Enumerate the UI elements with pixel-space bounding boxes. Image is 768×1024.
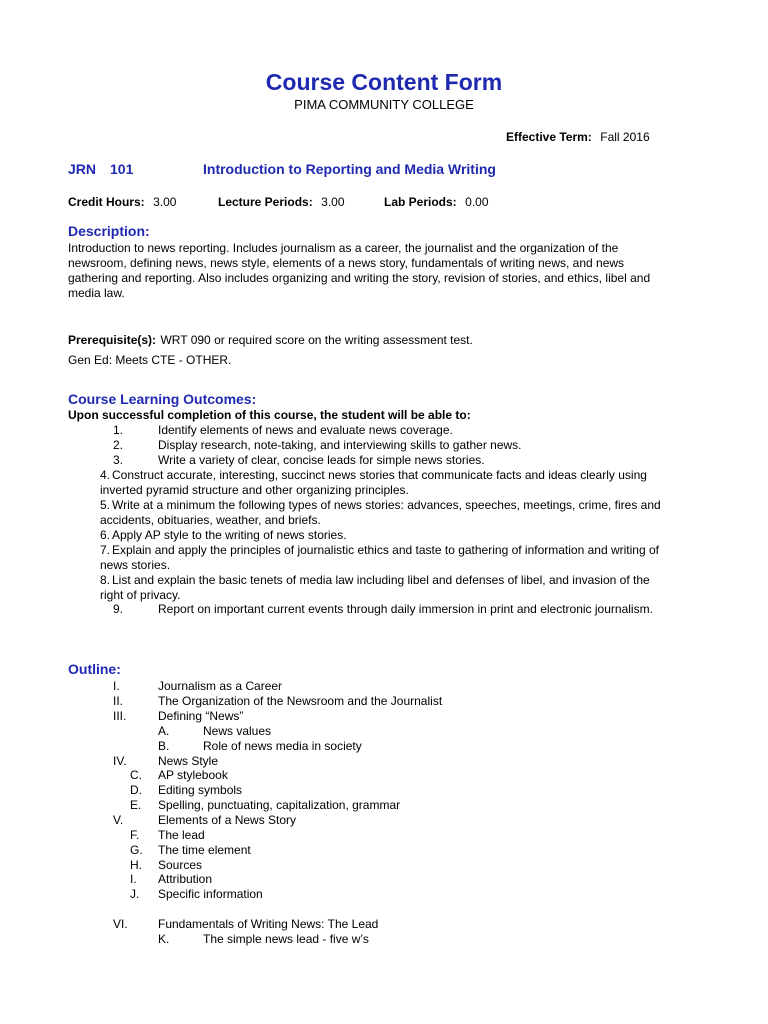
outline-text: Role of news media in society bbox=[203, 739, 362, 753]
college-name: PIMA COMMUNITY COLLEGE bbox=[294, 97, 474, 112]
lab-periods-label: Lab Periods: bbox=[384, 195, 457, 209]
page-title: Course Content Form bbox=[265, 69, 503, 95]
effective-term bbox=[506, 128, 650, 146]
outline-number: II. bbox=[113, 694, 124, 708]
outline-text: News Style bbox=[158, 754, 219, 768]
outline-number: B. bbox=[158, 739, 170, 753]
outline-text: The lead bbox=[158, 828, 205, 842]
outline-text: Editing symbols bbox=[158, 783, 243, 797]
credit-hours-value: 3.00 bbox=[153, 195, 177, 209]
outline-number: H. bbox=[130, 858, 142, 872]
outcome-number: 5. bbox=[100, 498, 111, 512]
description-line: media law. bbox=[68, 286, 125, 300]
outcome-continuation: accidents, obituaries, weather, and briefs. bbox=[100, 513, 321, 527]
prerequisites-label: Prerequisite(s): bbox=[68, 333, 157, 347]
outline-text: The Organization of the Newsroom and the Journalist bbox=[158, 694, 443, 708]
outcome-continuation: inverted pyramid structure and other organizing principles. bbox=[100, 483, 409, 497]
outcome-number: 1. bbox=[113, 423, 124, 437]
outcome-text: Write at a minimum the following types of news stories: advances, speeches, meetings, crime, fires and bbox=[112, 498, 661, 512]
outline-number: A. bbox=[158, 724, 170, 738]
outline-number: D. bbox=[130, 783, 142, 797]
outcomes-heading: Course Learning Outcomes: bbox=[68, 391, 257, 407]
outcome-number: 8. bbox=[100, 573, 111, 587]
course-code: JRN bbox=[68, 161, 97, 177]
outcome-continuation: right of privacy. bbox=[100, 588, 181, 602]
outcome-text: Apply AP style to the writing of news stories. bbox=[112, 528, 347, 542]
course-number: 101 bbox=[110, 161, 134, 177]
description-line: newsroom, defining news, news style, elements of a news story, fundamentals of writing news, and news bbox=[68, 256, 625, 270]
prerequisites-value: WRT 090 or required score on the writing assessment test. bbox=[160, 333, 473, 347]
outline-number: J. bbox=[130, 887, 140, 901]
lecture-periods-label: Lecture Periods: bbox=[218, 195, 313, 209]
outcome-continuation: news stories. bbox=[100, 558, 171, 572]
gen-ed: Gen Ed: Meets CTE - OTHER. bbox=[68, 353, 232, 367]
outline-heading: Outline: bbox=[68, 661, 121, 677]
lab-periods bbox=[384, 193, 489, 211]
outline-number: VI. bbox=[113, 917, 128, 931]
outline-text: Journalism as a Career bbox=[158, 679, 283, 693]
outline-number: I. bbox=[113, 679, 120, 693]
description-line: gathering and reporting. Also includes organizing and writing the story, revision of stories, and ethics, libel and bbox=[68, 271, 651, 285]
prerequisites bbox=[68, 331, 473, 349]
outcome-number: 7. bbox=[100, 543, 111, 557]
credit-hours bbox=[68, 193, 176, 211]
outline-text: News values bbox=[203, 724, 272, 738]
outline-number: F. bbox=[130, 828, 140, 842]
lecture-periods-value: 3.00 bbox=[321, 195, 345, 209]
lecture-periods bbox=[218, 193, 345, 211]
outcome-number: 9. bbox=[113, 602, 124, 616]
outline-text: The simple news lead - five w’s bbox=[203, 932, 369, 946]
outline-text: The time element bbox=[158, 843, 251, 857]
outline-number: I. bbox=[130, 872, 137, 886]
outline-text: Defining “News” bbox=[158, 709, 244, 723]
outcome-text: Write a variety of clear, concise leads for simple news stories. bbox=[158, 453, 485, 467]
outcome-number: 6. bbox=[100, 528, 111, 542]
outline-number: III. bbox=[113, 709, 127, 723]
outline-number: E. bbox=[130, 798, 142, 812]
outcome-number: 4. bbox=[100, 468, 111, 482]
outcomes-intro: Upon successful completion of this course, the student will be able to: bbox=[68, 408, 471, 422]
outline-number: K. bbox=[158, 932, 170, 946]
outline-text: Attribution bbox=[158, 872, 213, 886]
lab-periods-value: 0.00 bbox=[465, 195, 489, 209]
outline-text: Sources bbox=[158, 858, 203, 872]
outcome-text: Identify elements of news and evaluate news coverage. bbox=[158, 423, 453, 437]
outline-number: G. bbox=[130, 843, 143, 857]
outcome-text: Construct accurate, interesting, succinct news stories that communicate facts and ideas clearly using bbox=[112, 468, 647, 482]
credit-hours-label: Credit Hours: bbox=[68, 195, 145, 209]
outcome-number: 2. bbox=[113, 438, 124, 452]
outcome-text: Explain and apply the principles of journalistic ethics and taste to gathering of information and writing of bbox=[112, 543, 659, 557]
outline-text: AP stylebook bbox=[158, 768, 228, 782]
course-name: Introduction to Reporting and Media Writing bbox=[203, 161, 496, 177]
outcome-number: 3. bbox=[113, 453, 124, 467]
outcome-text: Display research, note-taking, and interviewing skills to gather news. bbox=[158, 438, 522, 452]
outcome-text: Report on important current events through daily immersion in print and electronic journalism. bbox=[158, 602, 653, 616]
effective-term-value: Fall 2016 bbox=[600, 130, 650, 144]
effective-term-label: Effective Term: bbox=[506, 130, 592, 144]
outline-number: V. bbox=[113, 813, 124, 827]
outline-text: Specific information bbox=[158, 887, 263, 901]
outline-number: C. bbox=[130, 768, 142, 782]
description-line: Introduction to news reporting. Includes journalism as a career, the journalist and the organization of the bbox=[68, 241, 619, 255]
outline-text: Fundamentals of Writing News: The Lead bbox=[158, 917, 379, 931]
outcome-text: List and explain the basic tenets of media law including libel and defenses of libel, and invasion of the bbox=[112, 573, 650, 587]
description-heading: Description: bbox=[68, 223, 150, 239]
outline-text: Elements of a News Story bbox=[158, 813, 297, 827]
outline-text: Spelling, punctuating, capitalization, grammar bbox=[158, 798, 401, 812]
outline-number: IV. bbox=[113, 754, 127, 768]
